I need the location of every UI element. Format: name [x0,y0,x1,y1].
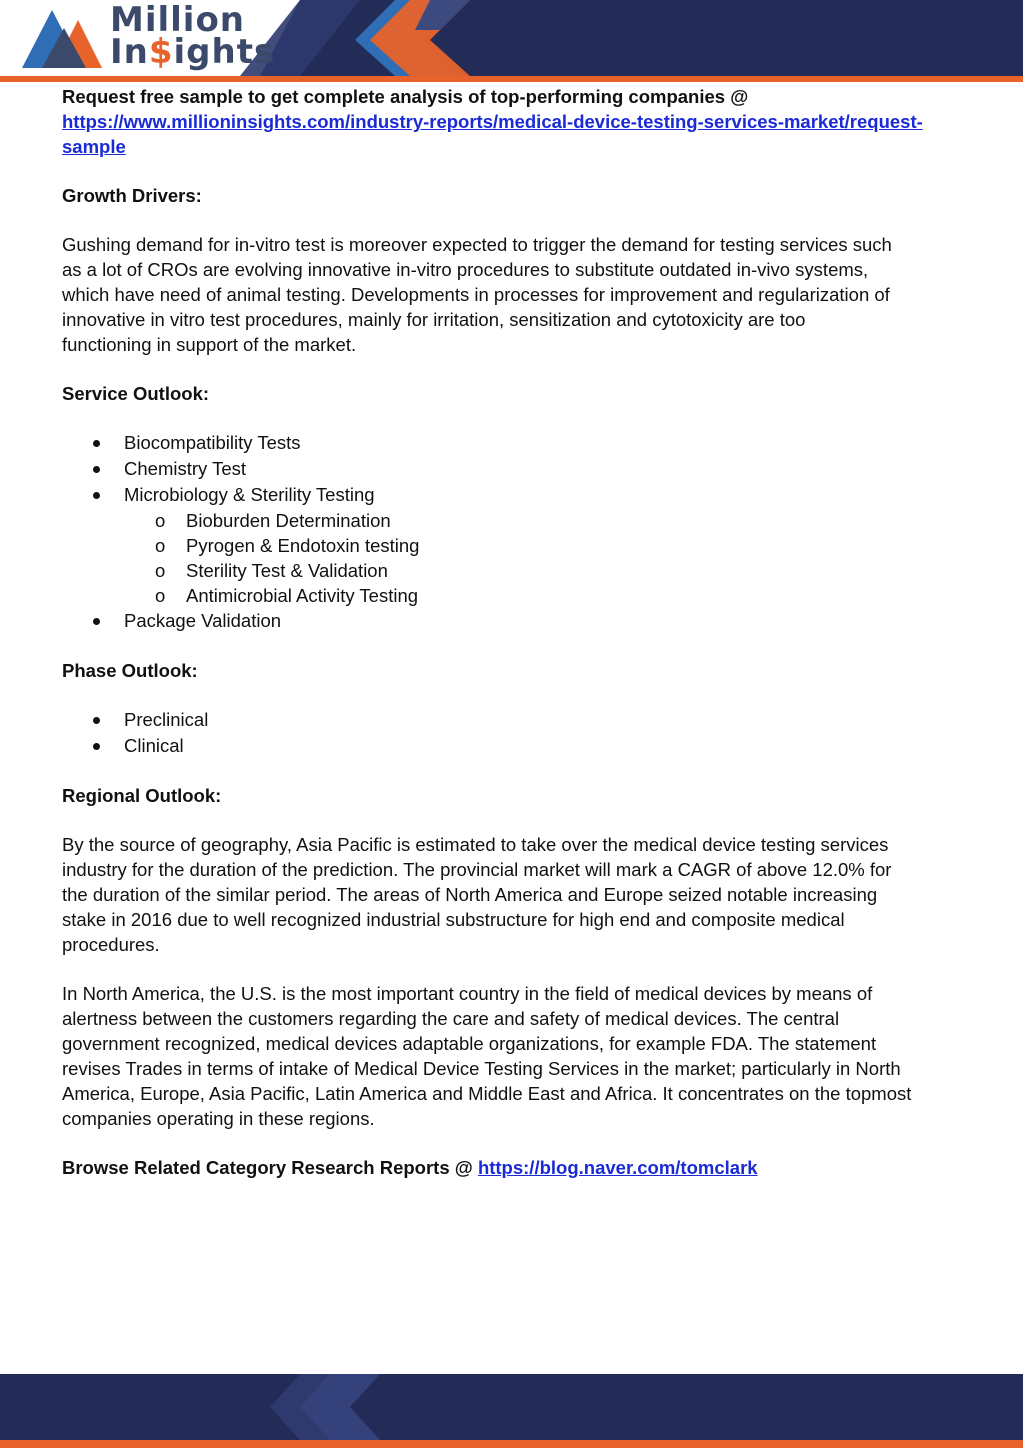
list-item: Chemistry Test [62,456,962,482]
browse-related-line [62,1155,962,1180]
sub-bullet-marker: o [155,535,166,556]
growth-line-3: which have need of animal testing. Developments in processes for improvement and regularization of [62,284,890,305]
regional-p1-line-1: By the source of geography, Asia Pacific is estimated to take over the medical device testing services [62,834,889,855]
sub-bullet-marker: o [155,585,166,606]
regional-p1-line-3: the duration of the similar period. The areas of North America and Europe seized notable increasing [62,884,878,905]
regional-p1-line-5: procedures. [62,934,160,955]
regional-p2-line-5: America, Europe, Asia Pacific, Latin America and Middle East and Africa. It concentrates on the topmost [62,1083,912,1104]
phase-outlook-heading: Phase Outlook: [62,660,198,681]
logo-mark-icon [12,2,112,78]
sub-item-label: Bioburden Determination [186,510,391,531]
regional-p1-line-2: industry for the duration of the prediction. The provincial market will mark a CAGR of above 12.0% for [62,859,892,880]
list-item: Microbiology & Sterility Testing [62,482,962,508]
browse-related-link[interactable]: https://blog.naver.com/tomclark [477,1157,758,1178]
sub-list-item [62,583,962,608]
sub-list-item [62,558,962,583]
regional-p2-line-1: In North America, the U.S. is the most important country in the field of medical devices by means of [62,983,873,1004]
footer-graphic [0,1374,1023,1448]
logo-dollar: $ [148,32,174,72]
list-item: Package Validation [62,608,962,634]
growth-line-4: innovative in vitro test procedures, mainly for irritation, sensitization and cytotoxicity are too [62,309,806,330]
sub-list-item [62,508,962,533]
service-outlook-heading: Service Outlook: [62,383,210,404]
browse-related-text: Browse Related Category Research Reports @ [62,1157,473,1178]
regional-p2-line-2: alertness between the customers regarding the care and safety of medical devices. The central [62,1008,840,1029]
sub-item-label: Pyrogen & Endotoxin testing [186,535,420,556]
logo-line-2 [110,32,276,72]
header-banner [0,0,1023,82]
sub-item-label: Antimicrobial Activity Testing [186,585,419,606]
logo-text [110,0,276,72]
sub-list-item [62,533,962,558]
sub-bullet-marker: o [155,560,166,581]
logo-line-1: Million [110,0,246,40]
list-item: Clinical [62,733,962,759]
document-body [62,84,962,1180]
request-sample-link-2[interactable]: sample [62,136,126,157]
sub-bullet-marker: o [155,510,166,531]
sub-item-label: Sterility Test & Validation [186,560,388,581]
request-sample-link-1[interactable]: https://www.millioninsights.com/industry-reports/medical-device-testing-services-market/request- [62,111,923,132]
regional-outlook-heading: Regional Outlook: [62,785,222,806]
list-item: Preclinical [62,707,962,733]
service-list [62,430,962,634]
regional-p2-line-4: revises Trades in terms of intake of Medical Device Testing Services in the market; particularly in North [62,1058,901,1079]
regional-p1-line-4: stake in 2016 due to well recognized industrial substructure for high end and composite medical [62,909,845,930]
growth-drivers-heading: Growth Drivers: [62,185,202,206]
growth-line-1: Gushing demand for in-vitro test is moreover expected to trigger the demand for testing services such [62,234,892,255]
request-sample-text: Request free sample to get complete analysis of top-performing companies @ [62,86,749,107]
phase-list [62,707,962,759]
footer-banner [0,1374,1023,1448]
growth-line-5: functioning in support of the market. [62,334,357,355]
regional-p2-line-3: government recognized, medical devices adaptable organizations, for example FDA. The statement [62,1033,877,1054]
regional-p2-line-6: companies operating in these regions. [62,1108,375,1129]
growth-line-2: as a lot of CROs are evolving innovative in-vitro procedures to substitute outdated in-vivo systems, [62,259,869,280]
logo-line-2-a: In [110,32,149,72]
list-item: Biocompatibility Tests [62,430,962,456]
logo-line-2-b: ights [173,32,276,72]
